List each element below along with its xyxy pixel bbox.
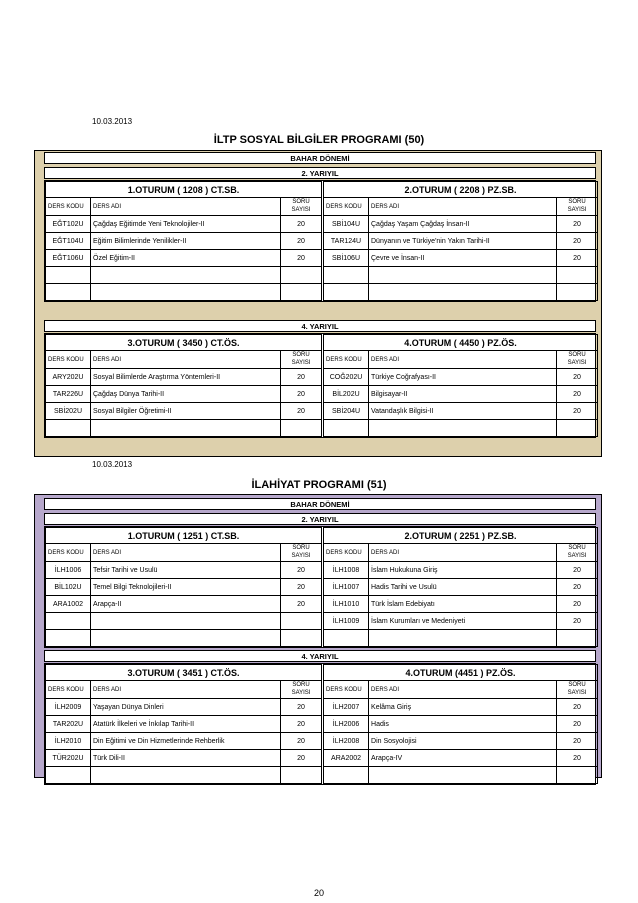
col-header-code: DERS KODU (46, 681, 91, 699)
table-row: EĞT102U Çağdaş Eğitimde Yeni Teknolojiler-II 20 SBİ104U Çağdaş Yaşam Çağdaş İnsan-II 20 (46, 216, 598, 233)
col-header-name: DERS ADI (91, 544, 281, 562)
program-title: İLTP SOSYAL BİLGİLER PROGRAMI (50) (213, 134, 425, 146)
table-row (46, 630, 598, 647)
col-header-count: SORU SAYISI (557, 544, 598, 562)
term-bar: BAHAR DÖNEMİ (44, 498, 596, 510)
col-header-name: DERS ADI (91, 198, 281, 216)
table-row: SBİ202U Sosyal Bilgiler Öğretimi-II 20 SBİ204U Vatandaşlık Bilgisi-II 20 (46, 403, 598, 420)
term-bar: BAHAR DÖNEMİ (44, 152, 596, 164)
session-heading: 1.OTURUM ( 1208 ) CT.SB. (46, 182, 322, 198)
col-header-count: SORU SAYISI (557, 198, 598, 216)
session-heading: 2.OTURUM ( 2208 ) PZ.SB. (324, 182, 598, 198)
page-number: 20 (313, 888, 324, 898)
col-header-code: DERS KODU (324, 351, 369, 369)
col-header-count: SORU SAYISI (281, 351, 322, 369)
table-row: TAR226U Çağdaş Dünya Tarihi-II 20 BİL202U Bilgisayar-II 20 (46, 386, 598, 403)
session-heading: 2.OTURUM ( 2251 ) PZ.SB. (324, 528, 598, 544)
session-heading: 3.OTURUM ( 3451 ) CT.ÖS. (46, 665, 322, 681)
semester-bar: 4. YARIYIL (44, 320, 596, 332)
col-header-code: DERS KODU (324, 198, 369, 216)
col-header-code: DERS KODU (46, 351, 91, 369)
col-header-code: DERS KODU (46, 544, 91, 562)
table-row: TÜR202U Türk Dili-II 20 ARA2002 Arapça-IV 20 (46, 750, 598, 767)
session-heading: 3.OTURUM ( 3450 ) CT.ÖS. (46, 335, 322, 351)
table-row: ARA1002 Arapça-II 20 İLH1010 Türk İslam Edebiyatı 20 (46, 596, 598, 613)
col-header-count: SORU SAYISI (281, 681, 322, 699)
table-row (46, 767, 598, 784)
section-date: 10.03.2013 (92, 460, 133, 469)
semester-bar: 4. YARIYIL (44, 650, 596, 662)
semester-bar: 2. YARIYIL (44, 167, 596, 179)
table-row: ARY202U Sosyal Bilimlerde Araştırma Yöntemleri-II 20 COĞ202U Türkiye Coğrafyası-II 20 (46, 369, 598, 386)
session-heading: 4.OTURUM (4451 ) PZ.ÖS. (324, 665, 598, 681)
table-row: EĞT104U Eğitim Bilimlerinde Yenilikler-II 20 TAR124U Dünyanın ve Türkiye'nin Yakın Tarihi-II 20 (46, 233, 598, 250)
col-header-name: DERS ADI (369, 544, 557, 562)
col-header-name: DERS ADI (369, 681, 557, 699)
table-row: İLH2009 Yaşayan Dünya Dinleri 20 İLH2007 Kelâma Giriş 20 (46, 699, 598, 716)
col-header-code: DERS KODU (46, 198, 91, 216)
session-table (44, 663, 596, 785)
session-heading: 4.OTURUM ( 4450 ) PZ.ÖS. (324, 335, 598, 351)
col-header-count: SORU SAYISI (557, 681, 598, 699)
col-header-count: SORU SAYISI (281, 198, 322, 216)
session-table (44, 180, 596, 302)
section-date: 10.03.2013 (92, 117, 133, 126)
session-table (44, 526, 596, 648)
session-table (44, 333, 596, 438)
col-header-name: DERS ADI (91, 351, 281, 369)
program-title: İLAHİYAT PROGRAMI (51) (251, 479, 387, 491)
table-row (46, 267, 598, 284)
table-row: İLH1009 İslam Kurumları ve Medeniyeti 20 (46, 613, 598, 630)
table-row: TAR202U Atatürk İlkeleri ve İnkılap Tarihi-II 20 İLH2006 Hadis 20 (46, 716, 598, 733)
semester-bar: 2. YARIYIL (44, 513, 596, 525)
col-header-name: DERS ADI (91, 681, 281, 699)
col-header-count: SORU SAYISI (557, 351, 598, 369)
table-row (46, 284, 598, 301)
col-header-code: DERS KODU (324, 544, 369, 562)
table-row: BİL102U Temel Bilgi Teknolojileri-II 20 İLH1007 Hadis Tarihi ve Usulü 20 (46, 579, 598, 596)
session-heading: 1.OTURUM ( 1251 ) CT.SB. (46, 528, 322, 544)
col-header-code: DERS KODU (324, 681, 369, 699)
table-row (46, 420, 598, 437)
col-header-count: SORU SAYISI (281, 544, 322, 562)
table-row: EĞT106U Özel Eğitim-II 20 SBİ106U Çevre ve İnsan-II 20 (46, 250, 598, 267)
table-row: İLH1006 Tefsir Tarihi ve Usulü 20 İLH1008 İslam Hukukuna Giriş 20 (46, 562, 598, 579)
col-header-name: DERS ADI (369, 198, 557, 216)
table-row: İLH2010 Din Eğitimi ve Din Hizmetlerinde Rehberlik 20 İLH2008 Din Sosyolojisi 20 (46, 733, 598, 750)
col-header-name: DERS ADI (369, 351, 557, 369)
